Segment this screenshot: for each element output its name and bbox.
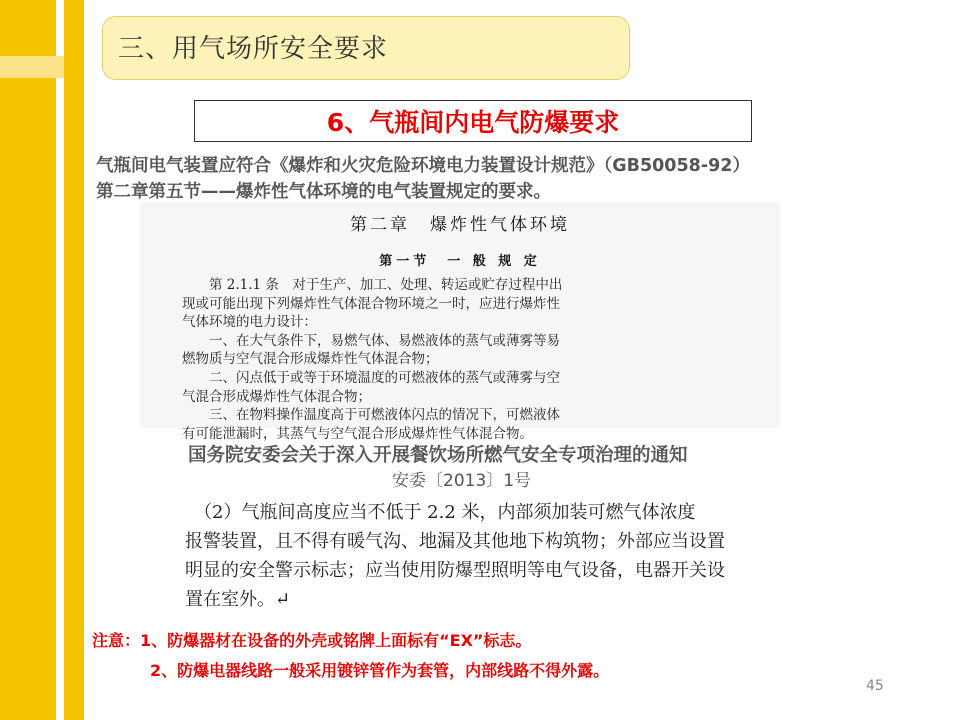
- document-line: 气混合形成爆炸性气体混合物；: [182, 388, 371, 405]
- excerpt-line: 明显的安全警示标志；应当使用防爆型照明等电气设备，电器开关设: [185, 560, 725, 581]
- document-section-title: 第一节 一 般 规 定: [379, 254, 541, 269]
- notice-title: 国务院安委会关于深入开展餐饮场所燃气安全专项治理的通知: [188, 445, 688, 466]
- decorative-left-bar: [0, 0, 56, 720]
- intro-line-2: 第二章第五节——爆炸性气体环境的电气装置规定的要求。: [96, 182, 551, 202]
- page-number: 45: [866, 678, 884, 694]
- document-line: 二、闪点低于或等于环境温度的可燃液体的蒸气或薄雾与空: [182, 369, 560, 386]
- document-line: 现或可能出现下列爆炸性气体混合物环境之一时，应进行爆炸性: [182, 295, 560, 312]
- notice-excerpt-image: [183, 496, 763, 618]
- note-line-2: 2、防爆电器线路一般采用镀锌管作为套管，内部线路不得外露。: [150, 661, 610, 680]
- intro-line-1: 气瓶间电气装置应符合《爆炸和火灾危险环境电力装置设计规范》（GB50058-92）: [96, 156, 750, 176]
- document-line: 有可能泄漏时，其蒸气与空气混合形成爆炸性气体混合物。: [182, 425, 533, 442]
- note-line-1: 注意：1、防爆器材在设备的外壳或铭牌上面标有“EX”标志。: [92, 631, 532, 650]
- notice-excerpt-body: [185, 498, 763, 614]
- regulation-document-image: [140, 202, 780, 442]
- decorative-narrow-bar: [64, 0, 84, 720]
- document-body: [182, 276, 754, 443]
- section-title: 6、气瓶间内电气防爆要求: [326, 108, 620, 137]
- excerpt-line: （2）气瓶间高度应当不低于 2.2 米，内部须加装可燃气体浓度: [185, 502, 696, 523]
- document-line: 一、在大气条件下，易燃气体、易燃液体的蒸气或薄雾等易: [182, 332, 560, 349]
- excerpt-line: 报警装置，且不得有暖气沟、地漏及其他地下构筑物；外部应当设置: [185, 531, 725, 552]
- slide-title: 三、用气场所安全要求: [118, 34, 389, 64]
- document-line: 气体环境的电力设计：: [182, 314, 317, 331]
- excerpt-line: 置在室外。↵: [185, 589, 291, 610]
- document-chapter-title: 第二章 爆炸性气体环境: [350, 215, 570, 235]
- notice-number: 安委〔2013〕1号: [392, 471, 532, 491]
- document-line: 三、在物料操作温度高于可燃液体闪点的情况下，可燃液体: [182, 407, 560, 424]
- document-line: 燃物质与空气混合形成爆炸性气体混合物；: [182, 351, 439, 368]
- document-line: 第 2.1.1 条 对于生产、加工、处理、转运或贮存过程中出: [182, 277, 563, 293]
- intro-text: [96, 153, 916, 205]
